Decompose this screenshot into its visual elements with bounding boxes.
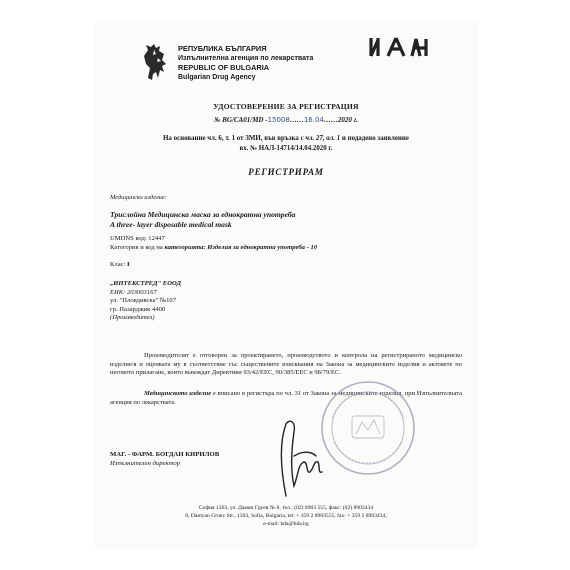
agency-line-en: REPUBLIC OF BULGARIA: [178, 63, 270, 72]
basis-part1: На основание чл. 6, т. 1 от ЗМИ, във връзка с: [163, 135, 306, 142]
class-label: Клас:: [110, 261, 128, 268]
class-line: [110, 260, 130, 269]
signatory-title: Изпълнителен директор: [110, 460, 181, 467]
device-codes: [110, 234, 317, 252]
number-handwritten: 15008: [267, 116, 290, 124]
category-value: категорията: Изделия за еднократна употреба - 10: [164, 244, 318, 251]
manufacturer-city: гр. Пазарджик 4400: [110, 305, 166, 313]
device-names: [110, 210, 295, 230]
device-label: Медицинско изделие:: [110, 194, 167, 201]
certificate-page: [96, 22, 476, 548]
footer-line-bg: София 1303, ул. Дамян Груев № 8, тел.: (02) 8903 555, факс: (02) 8903434: [198, 505, 374, 511]
register-paragraph-rest: е вписано в регистъра по чл. 31 от Закона за медицинските изделия, при Изпълнителната агенция по лекарствата.: [110, 390, 462, 406]
agency-line-bg-full: Изпълнителна агенция по лекарствата: [178, 54, 314, 62]
manufacturer-street: ул. "Пловдивска" №107: [110, 297, 177, 305]
category-prefix: Категория и код на: [110, 244, 165, 251]
manufacturer-name: „ИНТЕКСТРЕД" ЕООД: [110, 280, 182, 287]
number-dots: ……: [289, 116, 304, 124]
certificate-number: [96, 116, 476, 124]
date-handwritten: 16.04: [303, 116, 324, 124]
agency-name: [178, 44, 313, 82]
signatory-block: [110, 450, 219, 468]
manufacturer-role: (Производител): [110, 314, 155, 322]
agency-line-bg: РЕПУБЛИКА БЪЛГАРИЯ: [178, 44, 267, 53]
class-value: I: [127, 261, 130, 268]
bda-logo-icon: [368, 36, 430, 58]
category-line: [110, 243, 317, 252]
responsibility-paragraph: Производителят е отговорен за проектирането, производството и контрола на регистрираното медицинско изделие/я и оценката му в съответствие със съществените изисквания на Закона за медицинските изделия и актовете по неговото прилагане, които въвеждат Директиви 93/42/ЕЕС, 90/385/ЕЕС и 98/79/ЕС.: [110, 352, 462, 377]
signatory-name: МАГ. - ФАРМ. БОГДАН КИРИЛОВ: [110, 451, 220, 458]
legal-basis: [110, 134, 462, 154]
basis-italic: чл. 27, ал. 1: [305, 135, 341, 142]
basis-part2: и подадено заявление: [340, 135, 409, 142]
number-prefix: № BG/CA01/MD -: [214, 116, 268, 124]
lion-emblem-icon: [138, 42, 170, 82]
manufacturer-block: [110, 280, 181, 323]
register-paragraph-bold: Медицинското изделие: [144, 390, 212, 397]
footer-address: [96, 504, 476, 528]
footer-email: e-mail: bda@bda.bg: [263, 521, 309, 527]
footer-line-en: 8, Damyan Gruev Str., 1303, Sofia, Bulgaria, tel: + 359 2 8903555, fax: + 359 2 8903434,: [185, 513, 387, 519]
date-suffix: ……2020 г.: [323, 116, 358, 124]
device-name-en: A three- layer disposable medical mask: [110, 220, 232, 229]
umdns-code: UMDNS код: 12447: [110, 235, 165, 242]
manufacturer-eik: ЕИК: 203003167: [110, 288, 157, 296]
register-heading: РЕГИСТРИРАМ: [248, 167, 324, 177]
agency-line-en-full: Bulgarian Drug Agency: [178, 73, 256, 81]
signature-icon: [264, 416, 334, 498]
device-name-bg: Трислойна Медицинска маска за еднократна употреба: [110, 210, 296, 219]
certificate-title: УДОСТОВЕРЕНИЕ ЗА РЕГИСТРАЦИЯ: [213, 102, 359, 111]
basis-line2: вх. № НАЛ-14714/14.04.2020 г.: [239, 145, 333, 152]
